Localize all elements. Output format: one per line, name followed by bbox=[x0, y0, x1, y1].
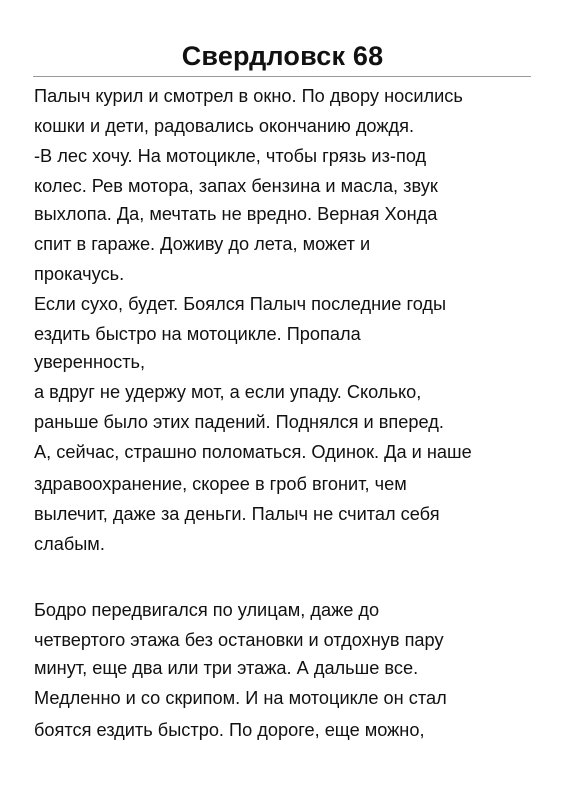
document-body bbox=[34, 80, 534, 746]
text-line: -В лес хочу. На мотоцикле, чтобы грязь из-под bbox=[34, 146, 427, 166]
text-line: Бодро передвигался по улицам, даже до bbox=[34, 600, 380, 620]
text-line: боятся ездить быстро. По дороге, еще можно, bbox=[34, 720, 425, 740]
text-line: четвертого этажа без остановки и отдохнув пару bbox=[34, 630, 444, 650]
text-line: колес. Рев мотора, запах бензина и масла, звук bbox=[34, 176, 438, 196]
text-line: Палыч курил и смотрел в окно. По двору носились bbox=[34, 86, 463, 106]
text-line: уверенность, bbox=[34, 352, 146, 372]
text-line: слабым. bbox=[34, 534, 105, 554]
text-line: минут, еще два или три этажа. А дальше все. bbox=[34, 658, 419, 678]
text-line: раньше было этих падений. Поднялся и вперед. bbox=[34, 412, 444, 432]
text-line: прокачусь. bbox=[34, 264, 125, 284]
text-line: ездить быстро на мотоцикле. Пропала bbox=[34, 324, 361, 344]
text-line: а вдруг не удержу мот, а если упаду. Сколько, bbox=[34, 382, 422, 402]
paragraph-spacer bbox=[34, 560, 534, 594]
document-title: Свердловск 68 bbox=[181, 41, 384, 71]
text-line: спит в гараже. Доживу до лета, может и bbox=[34, 234, 371, 254]
text-line: кошки и дети, радовались окончанию дождя. bbox=[34, 116, 415, 136]
text-line: выхлопа. Да, мечтать не вредно. Верная Хонда bbox=[34, 204, 438, 224]
text-line: Медленно и со скрипом. И на мотоцикле он стал bbox=[34, 688, 447, 708]
text-line: здравоохранение, скорее в гроб вгонит, чем bbox=[34, 474, 407, 494]
title-divider bbox=[33, 76, 531, 77]
text-line: А, сейчас, страшно поломаться. Одинок. Да и наше bbox=[34, 442, 472, 462]
text-line: Если сухо, будет. Боялся Палыч последние годы bbox=[34, 294, 447, 314]
text-line: вылечит, даже за деньги. Палыч не считал себя bbox=[34, 504, 440, 524]
